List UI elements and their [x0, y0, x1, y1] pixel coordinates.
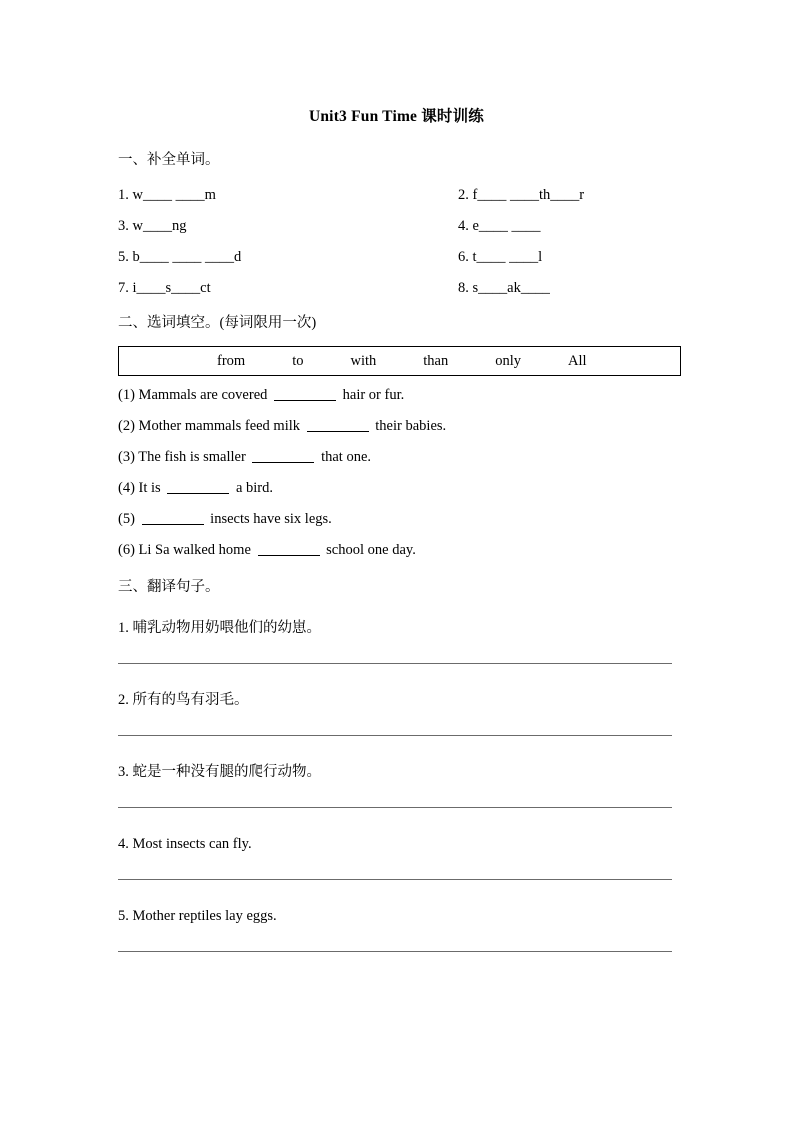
word-bank-item-with: with [350, 352, 377, 369]
item-text-before: Mammals are covered [138, 387, 268, 403]
word-item-3: 3. w____ng [118, 218, 187, 234]
item-text-after: hair or fur. [342, 387, 405, 403]
section-heading-two: 二、选词填空。(每词限用一次) [118, 315, 317, 331]
page-title: Unit3 Fun Time 课时训练 [308, 108, 485, 125]
fill-in-blank-item-3 [118, 448, 718, 479]
item-number: (3) [118, 449, 135, 465]
item-number: (2) [118, 418, 135, 434]
answer-line[interactable] [118, 807, 672, 808]
answer-blank[interactable] [167, 493, 229, 494]
fill-in-blank-item-6 [118, 541, 718, 572]
section-heading-three: 三、翻译句子。 [118, 579, 220, 595]
answer-blank[interactable] [274, 400, 336, 401]
word-bank-item-from: from [217, 352, 246, 369]
item-number: (5) [118, 511, 135, 527]
fill-in-blank-item-4 [118, 479, 718, 510]
word-bank-item-than: than [423, 352, 449, 369]
word-bank-item-to: to [292, 352, 304, 369]
fill-in-blank-list [118, 386, 718, 572]
item-text-after: a bird. [235, 480, 273, 496]
translation-prompt: 1. 哺乳动物用奶喂他们的幼崽。 [118, 620, 321, 636]
word-item-5: 5. b____ ____ ____d [118, 249, 242, 265]
item-text-before: It is [138, 480, 161, 496]
translation-item-4 [118, 835, 678, 880]
translation-prompt: 3. 蛇是一种没有腿的爬行动物。 [118, 764, 321, 780]
answer-line[interactable] [118, 663, 672, 664]
translation-item-3 [118, 763, 678, 808]
word-completion-row [118, 248, 678, 279]
word-item-1: 1. w____ ____m [118, 187, 216, 203]
answer-line[interactable] [118, 735, 672, 736]
word-bank-item-only: only [495, 352, 521, 369]
word-bank-item-all: All [568, 352, 587, 369]
item-text-after: that one. [321, 449, 372, 465]
word-completion-row [118, 217, 678, 248]
fill-in-blank-item-1 [118, 386, 718, 417]
item-text-before: Li Sa walked home [138, 542, 251, 558]
item-text-before: The fish is smaller [138, 449, 246, 465]
fill-in-blank-item-5 [118, 510, 718, 541]
translation-prompt: 2. 所有的鸟有羽毛。 [118, 692, 249, 708]
item-number: (1) [118, 387, 135, 403]
item-text-after: school one day. [326, 542, 416, 558]
fill-in-blank-item-2 [118, 417, 718, 448]
word-item-7: 7. i____s____ct [118, 280, 211, 296]
answer-blank[interactable] [307, 431, 369, 432]
item-text-after: their babies. [375, 418, 447, 434]
word-item-2: 2. f____ ____th____r [458, 187, 585, 203]
translation-prompt: 4. Most insects can fly. [118, 836, 252, 852]
word-bank-list [217, 353, 587, 370]
word-completion-grid [118, 186, 678, 310]
translation-item-2 [118, 691, 678, 736]
answer-line[interactable] [118, 951, 672, 952]
item-number: (4) [118, 480, 135, 496]
word-item-4: 4. e____ ____ [458, 218, 541, 234]
item-text-before: Mother mammals feed milk [138, 418, 301, 434]
word-item-8: 8. s____ak____ [458, 280, 550, 296]
translation-item-5 [118, 907, 678, 952]
item-number: (6) [118, 542, 135, 558]
word-completion-row [118, 279, 678, 310]
answer-blank[interactable] [258, 555, 320, 556]
translation-prompt: 5. Mother reptiles lay eggs. [118, 908, 277, 924]
translation-item-1 [118, 619, 678, 664]
item-text-after: insects have six legs. [210, 511, 332, 527]
answer-blank[interactable] [142, 524, 204, 525]
answer-blank[interactable] [252, 462, 314, 463]
translation-list [118, 619, 678, 979]
answer-line[interactable] [118, 879, 672, 880]
word-bank-box [118, 346, 681, 376]
word-item-6: 6. t____ ____l [458, 249, 543, 265]
section-heading-one: 一、补全单词。 [118, 152, 220, 168]
word-completion-row [118, 186, 678, 217]
